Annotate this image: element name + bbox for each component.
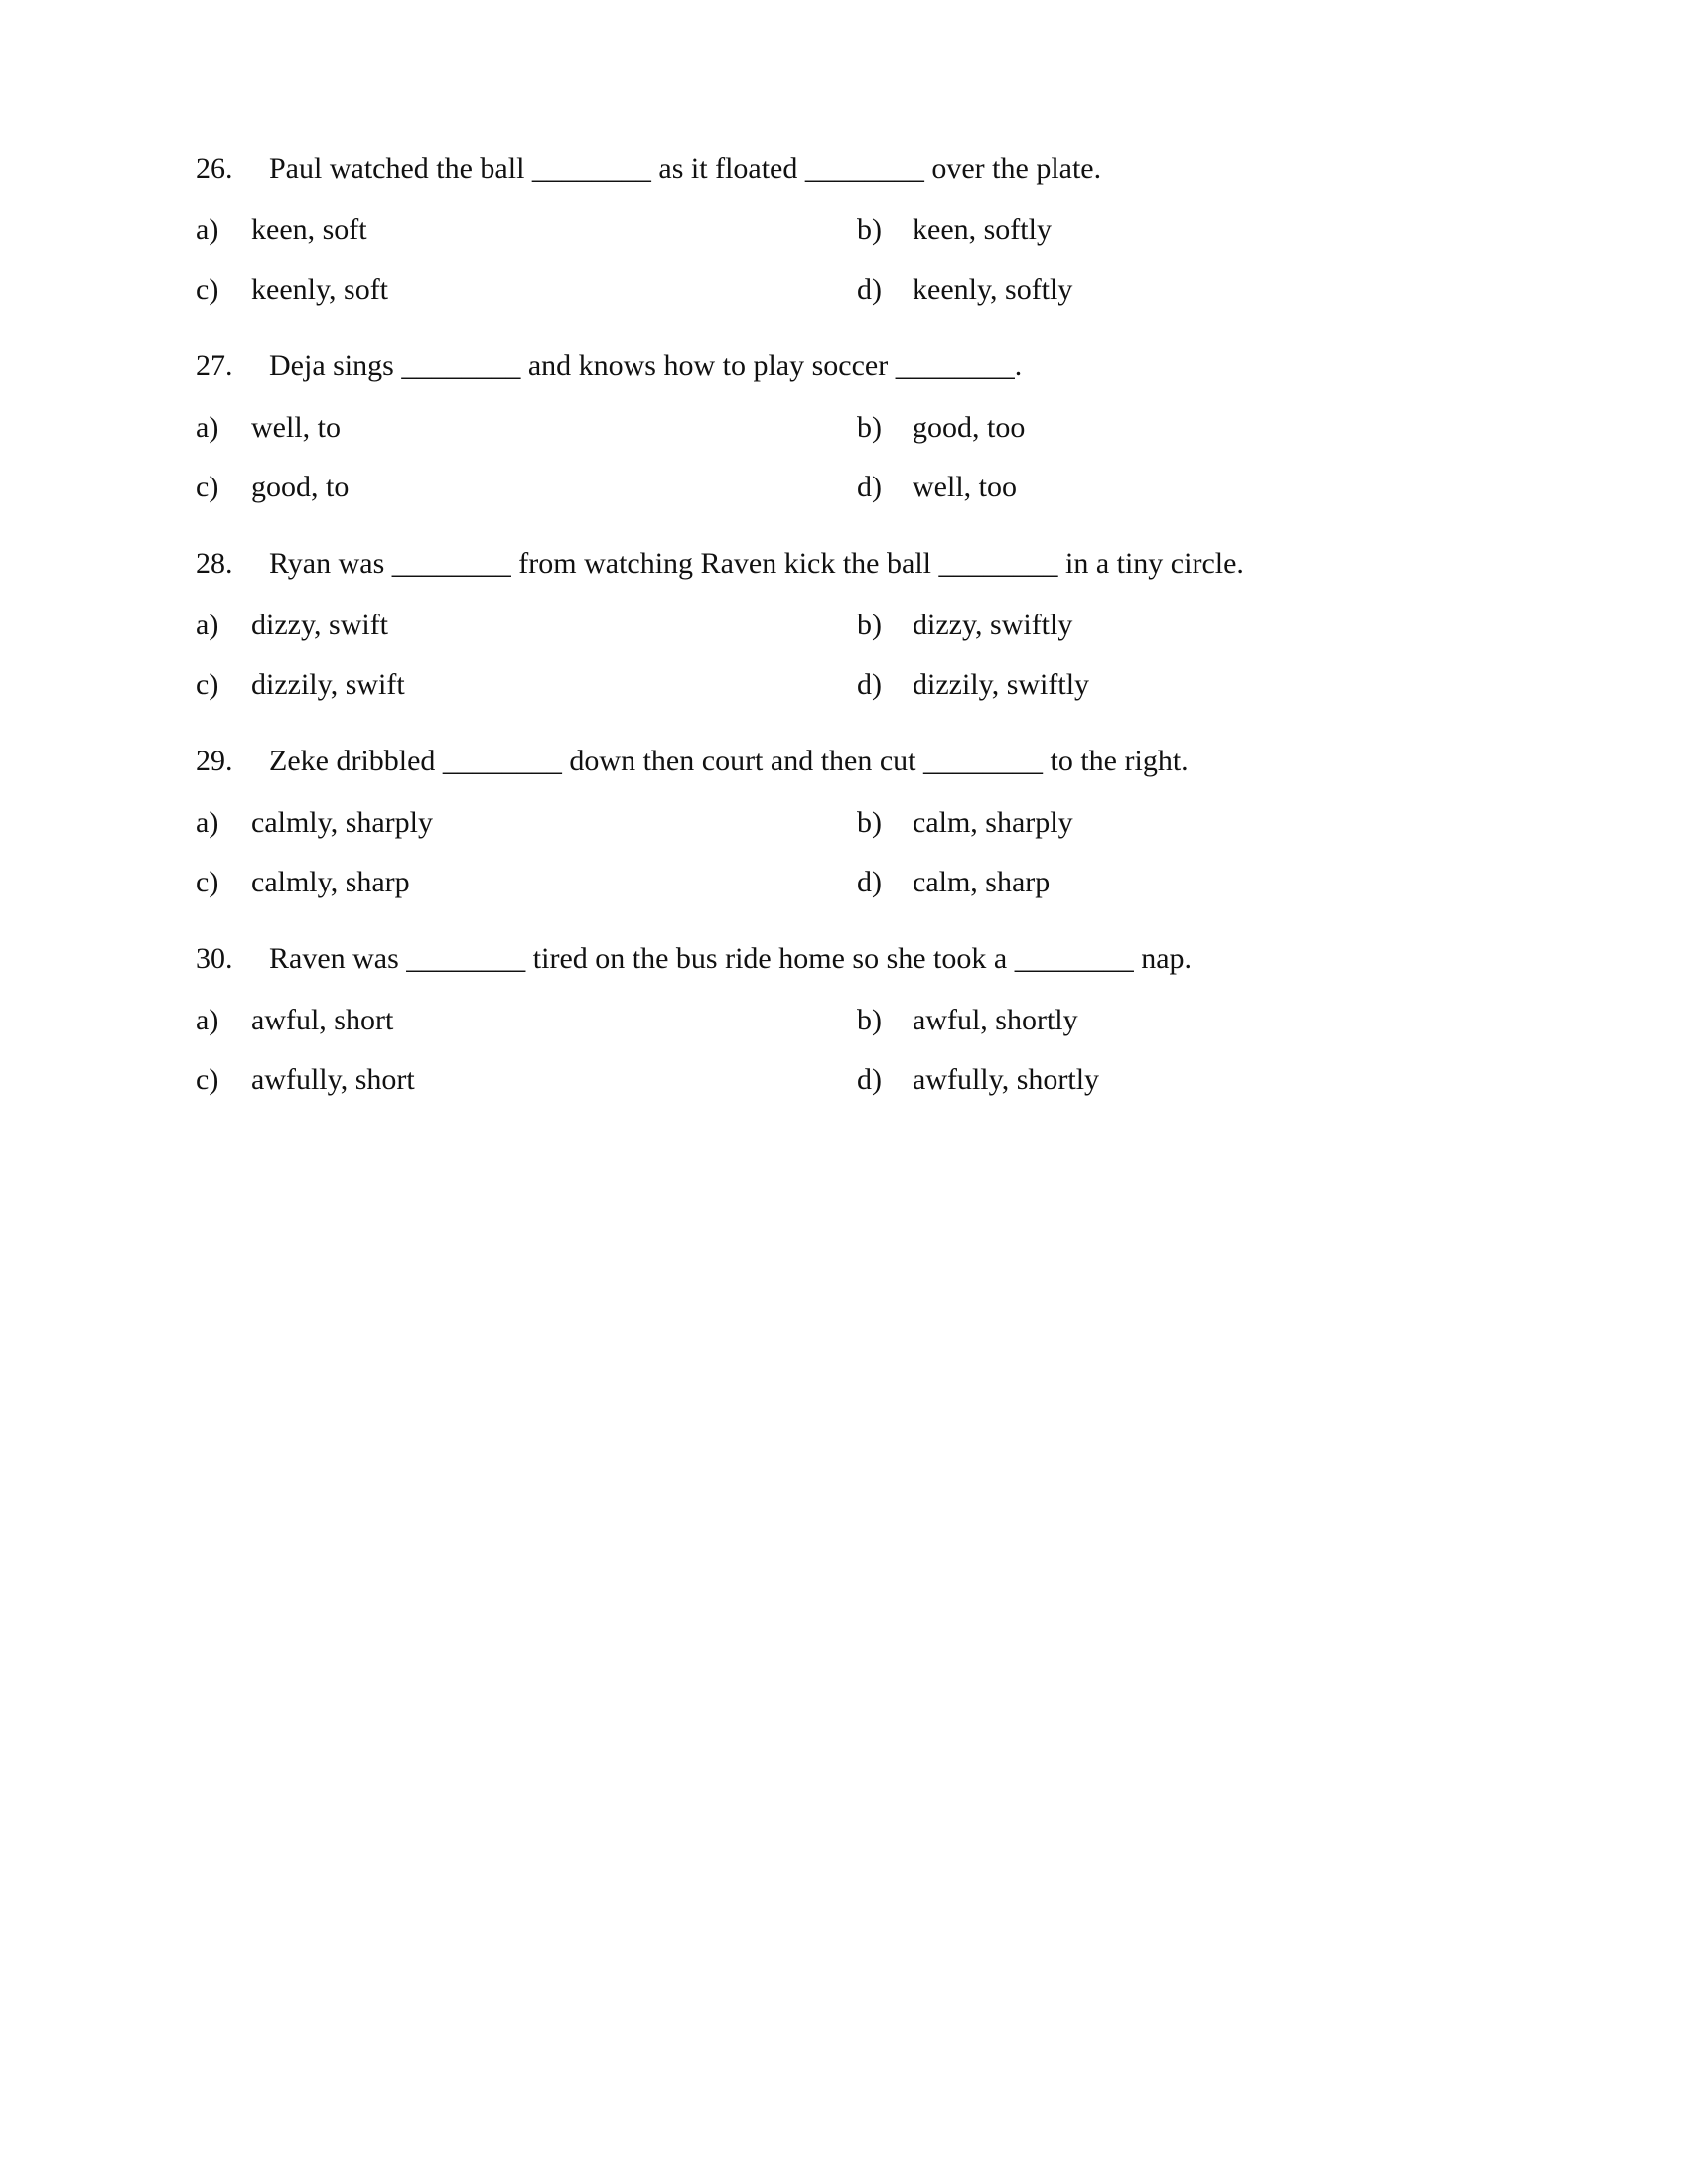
option-row <box>196 803 1486 843</box>
option-row <box>196 270 1486 310</box>
option-letter-c: c) <box>196 668 219 701</box>
question-text: Raven was ________ tired on the bus ride home so she took a ________ nap. <box>269 942 1193 975</box>
option-d: awfully, shortly <box>913 1063 1100 1096</box>
option-a: awful, short <box>251 1004 394 1036</box>
option-c: dizzily, swift <box>251 668 405 701</box>
question-text: Ryan was ________ from watching Raven kick the ball ________ in a tiny circle. <box>269 547 1244 580</box>
option-letter-b: b) <box>857 806 882 839</box>
option-b: dizzy, swiftly <box>913 609 1073 641</box>
option-letter-c: c) <box>196 1063 219 1096</box>
question-30 <box>196 939 1486 1100</box>
question-stem <box>196 346 1486 386</box>
option-row <box>196 1060 1486 1100</box>
option-row <box>196 606 1486 645</box>
question-28 <box>196 544 1486 705</box>
option-a: well, to <box>251 411 341 444</box>
option-c: awfully, short <box>251 1063 415 1096</box>
question-stem <box>196 939 1486 979</box>
question-number: 29. <box>196 745 233 777</box>
option-b: good, too <box>913 411 1026 444</box>
option-row <box>196 468 1486 507</box>
option-letter-a: a) <box>196 1004 219 1036</box>
question-text: Zeke dribbled ________ down then court and then cut ________ to the right. <box>269 745 1189 777</box>
option-letter-a: a) <box>196 213 219 246</box>
option-row <box>196 408 1486 448</box>
option-c: keenly, soft <box>251 273 389 306</box>
option-row <box>196 665 1486 705</box>
option-c: calmly, sharp <box>251 866 410 898</box>
question-27 <box>196 346 1486 507</box>
question-26 <box>196 149 1486 310</box>
question-stem <box>196 149 1486 189</box>
option-c: good, to <box>251 471 350 503</box>
option-letter-d: d) <box>857 471 882 503</box>
question-number: 27. <box>196 349 233 382</box>
question-text: Paul watched the ball ________ as it floated ________ over the plate. <box>269 152 1102 185</box>
question-29 <box>196 742 1486 902</box>
option-row <box>196 1001 1486 1040</box>
option-b: awful, shortly <box>913 1004 1078 1036</box>
option-d: keenly, softly <box>913 273 1073 306</box>
option-letter-d: d) <box>857 866 882 898</box>
option-b: keen, softly <box>913 213 1052 246</box>
question-text: Deja sings ________ and knows how to play soccer ________. <box>269 349 1023 382</box>
option-letter-c: c) <box>196 471 219 503</box>
option-letter-a: a) <box>196 411 219 444</box>
option-d: well, too <box>913 471 1017 503</box>
option-row <box>196 210 1486 250</box>
option-letter-c: c) <box>196 273 219 306</box>
option-letter-b: b) <box>857 1004 882 1036</box>
option-letter-b: b) <box>857 411 882 444</box>
option-d: dizzily, swiftly <box>913 668 1090 701</box>
option-a: calmly, sharply <box>251 806 434 839</box>
option-letter-b: b) <box>857 609 882 641</box>
option-letter-a: a) <box>196 806 219 839</box>
option-letter-c: c) <box>196 866 219 898</box>
option-a: keen, soft <box>251 213 367 246</box>
option-letter-a: a) <box>196 609 219 641</box>
option-letter-b: b) <box>857 213 882 246</box>
question-number: 28. <box>196 547 233 580</box>
question-stem <box>196 742 1486 781</box>
question-stem <box>196 544 1486 584</box>
option-d: calm, sharp <box>913 866 1051 898</box>
option-b: calm, sharply <box>913 806 1073 839</box>
option-a: dizzy, swift <box>251 609 389 641</box>
option-letter-d: d) <box>857 668 882 701</box>
option-letter-d: d) <box>857 1063 882 1096</box>
question-number: 26. <box>196 152 233 185</box>
option-letter-d: d) <box>857 273 882 306</box>
question-number: 30. <box>196 942 233 975</box>
option-row <box>196 863 1486 902</box>
